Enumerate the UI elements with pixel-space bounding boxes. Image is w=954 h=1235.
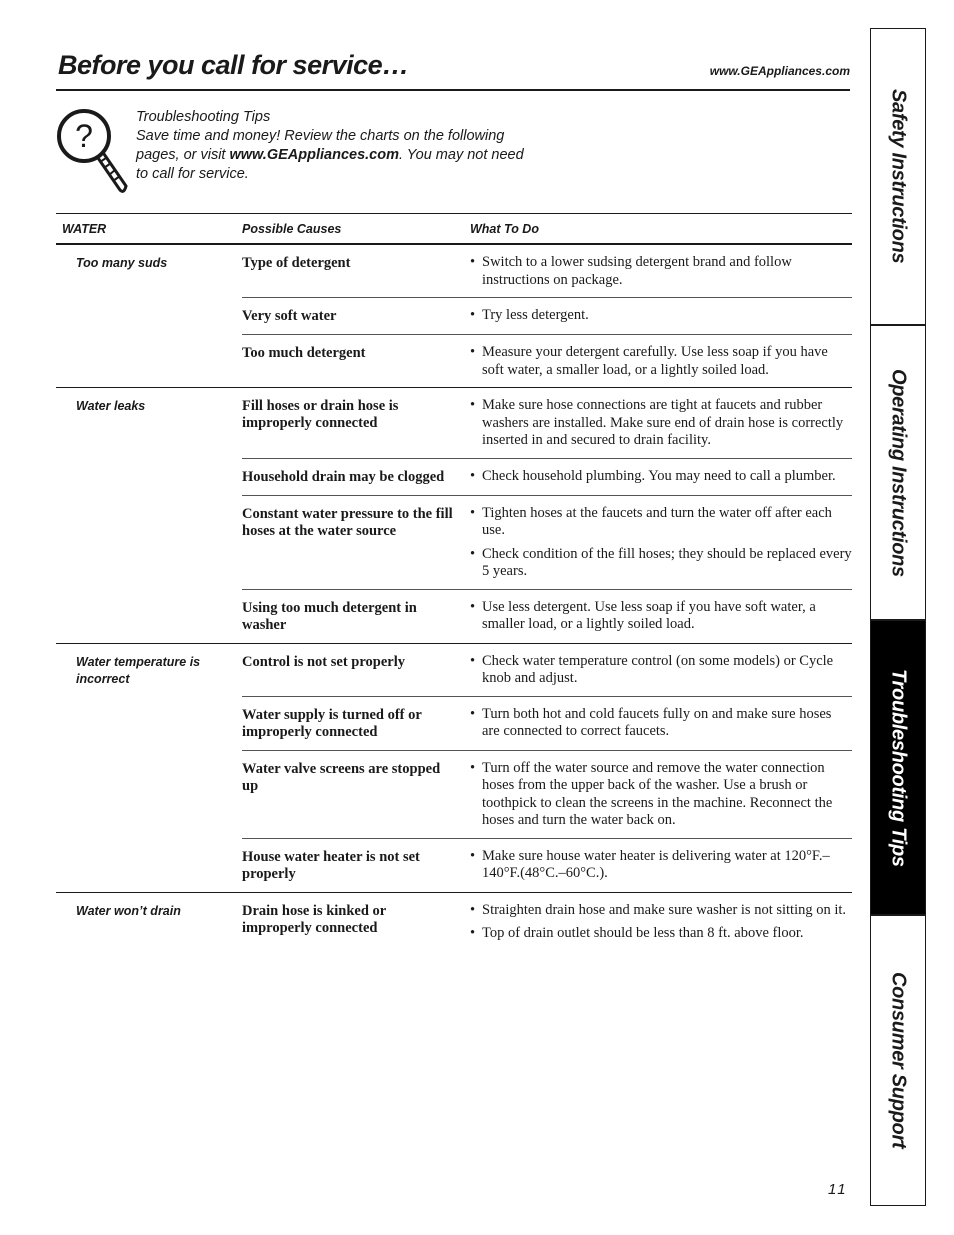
todo-text: Tighten hoses at the faucets and turn the water off after each use.	[482, 504, 832, 538]
todo-bullet	[470, 307, 852, 325]
troubleshooting-intro	[136, 108, 536, 184]
bullet-dot: •	[470, 901, 476, 918]
todo-bullet	[470, 599, 852, 634]
tab-safety-instructions[interactable]: Safety Instructions	[887, 89, 910, 264]
todo-bullet	[470, 344, 852, 379]
todo-cell	[470, 643, 852, 696]
todo-bullet	[470, 848, 852, 883]
bullet-dot: •	[470, 344, 476, 360]
todo-cell	[470, 458, 852, 495]
todo-text: Make sure hose connections are tight at faucets and rubber washers are installed. Make sure end of drain hose is correctly inserted in and secured to drain facility.	[482, 397, 844, 448]
question-magnifier-icon	[54, 106, 134, 196]
cause-cell: Too much detergent	[242, 335, 470, 388]
todo-bullet	[470, 925, 852, 943]
bullet-dot: •	[470, 397, 476, 413]
header-todo: What To Do	[470, 214, 852, 245]
cause-cell: Water supply is turned off or improperly connected	[242, 696, 470, 750]
bullet-dot: •	[470, 598, 476, 615]
bullet-dot: •	[470, 307, 476, 323]
side-tabs	[870, 28, 926, 1206]
bullet-dot: •	[470, 759, 476, 776]
intro-heading: Troubleshooting Tips	[136, 109, 271, 125]
problem-cell: Water won’t drain	[56, 892, 242, 951]
todo-text: Top of drain outlet should be less than 8 ft. above floor.	[482, 925, 804, 941]
todo-cell	[470, 838, 852, 892]
todo-text: Check condition of the fill hoses; they should be replaced every 5 years.	[482, 545, 852, 579]
bullet-dot: •	[470, 847, 476, 864]
cause-cell: Very soft water	[242, 298, 470, 335]
table-row	[56, 388, 852, 459]
cause-cell: Using too much detergent in washer	[242, 589, 470, 643]
todo-cell	[470, 335, 852, 388]
tab-consumer-support[interactable]: Consumer Support	[871, 914, 925, 1205]
todo-bullet	[470, 468, 852, 486]
problem-cell: Too many suds	[76, 256, 168, 270]
todo-cell	[470, 892, 852, 951]
todo-bullet	[470, 706, 852, 741]
cause-cell: Type of detergent	[242, 255, 351, 271]
todo-cell	[470, 388, 852, 459]
bullet-dot: •	[470, 254, 476, 270]
todo-bullet	[470, 505, 852, 540]
todo-bullet	[470, 902, 852, 920]
todo-text: Try less detergent.	[482, 307, 589, 323]
table-row	[56, 244, 852, 298]
bullet-dot: •	[470, 545, 476, 562]
page-number: 11	[828, 1181, 848, 1198]
table-body	[56, 244, 852, 951]
todo-cell	[470, 244, 852, 298]
todo-cell	[470, 495, 852, 589]
todo-bullet	[470, 254, 852, 289]
bullet-dot: •	[470, 925, 476, 941]
bullet-dot: •	[470, 705, 476, 722]
tab-operating-instructions[interactable]: Operating Instructions	[871, 324, 925, 619]
troubleshooting-table	[56, 213, 852, 951]
todo-text: Use less detergent. Use less soap if you have soft water, a smaller load, or a lightly soiled load.	[482, 598, 816, 632]
cause-cell: Household drain may be clogged	[242, 458, 470, 495]
intro-body: Save time and money! Review the charts on the following pages, or visit www.GEAppliances.com. You may not need to call for service.	[136, 128, 524, 182]
table-header-row	[56, 214, 852, 245]
todo-cell	[470, 298, 852, 335]
cause-cell: Water valve screens are stopped up	[242, 750, 470, 838]
bullet-dot: •	[470, 504, 476, 521]
svg-text:?: ?	[75, 118, 93, 154]
todo-bullet	[470, 653, 852, 688]
title-rule	[56, 89, 850, 91]
header-cause: Possible Causes	[242, 214, 470, 245]
todo-text: Straighten drain hose and make sure washer is not sitting on it.	[482, 901, 847, 918]
bullet-dot: •	[470, 467, 476, 484]
todo-bullet	[470, 760, 852, 830]
todo-cell	[470, 589, 852, 643]
page-title: Before you call for service…	[58, 50, 409, 80]
cause-cell: Drain hose is kinked or improperly connected	[242, 892, 470, 951]
table-row	[56, 643, 852, 696]
todo-cell	[470, 696, 852, 750]
todo-bullet	[470, 397, 852, 450]
header-problem: WATER	[56, 214, 242, 245]
todo-text: Check water temperature control (on some models) or Cycle knob and adjust.	[482, 652, 834, 686]
todo-text: Check household plumbing. You may need to call a plumber.	[482, 467, 836, 484]
cause-cell: Control is not set properly	[242, 643, 470, 696]
todo-text: Make sure house water heater is delivering water at 120°F.–140°F.(48°C.–60°C.).	[482, 847, 830, 881]
bullet-dot: •	[470, 652, 476, 669]
cause-cell: House water heater is not set properly	[242, 838, 470, 892]
cause-cell: Constant water pressure to the fill hoses at the water source	[242, 495, 470, 589]
table-row	[56, 892, 852, 951]
problem-cell: Water leaks	[56, 388, 242, 644]
todo-bullet	[470, 546, 852, 581]
todo-text: Turn off the water source and remove the water connection hoses from the upper back of the washer. Use a brush or toothpick to clean the screens in the machine. Reconnect the hoses and turn the water back on.	[482, 759, 833, 828]
cause-cell: Fill hoses or drain hose is improperly connected	[242, 388, 470, 459]
todo-cell	[470, 750, 852, 838]
todo-text: Switch to a lower sudsing detergent brand and follow instructions on package.	[482, 254, 792, 288]
website-url: www.GEAppliances.com	[709, 64, 850, 78]
todo-text: Turn both hot and cold faucets fully on and make sure hoses are connected to correct faucets.	[482, 705, 832, 739]
tab-troubleshooting-tips[interactable]: Troubleshooting Tips	[871, 619, 925, 914]
problem-cell: Water temperature is incorrect	[56, 643, 242, 892]
todo-text: Measure your detergent carefully. Use less soap if you have soft water, a smaller load, or a lightly soiled load.	[482, 344, 828, 378]
intro-link[interactable]: www.GEAppliances.com	[229, 147, 399, 163]
